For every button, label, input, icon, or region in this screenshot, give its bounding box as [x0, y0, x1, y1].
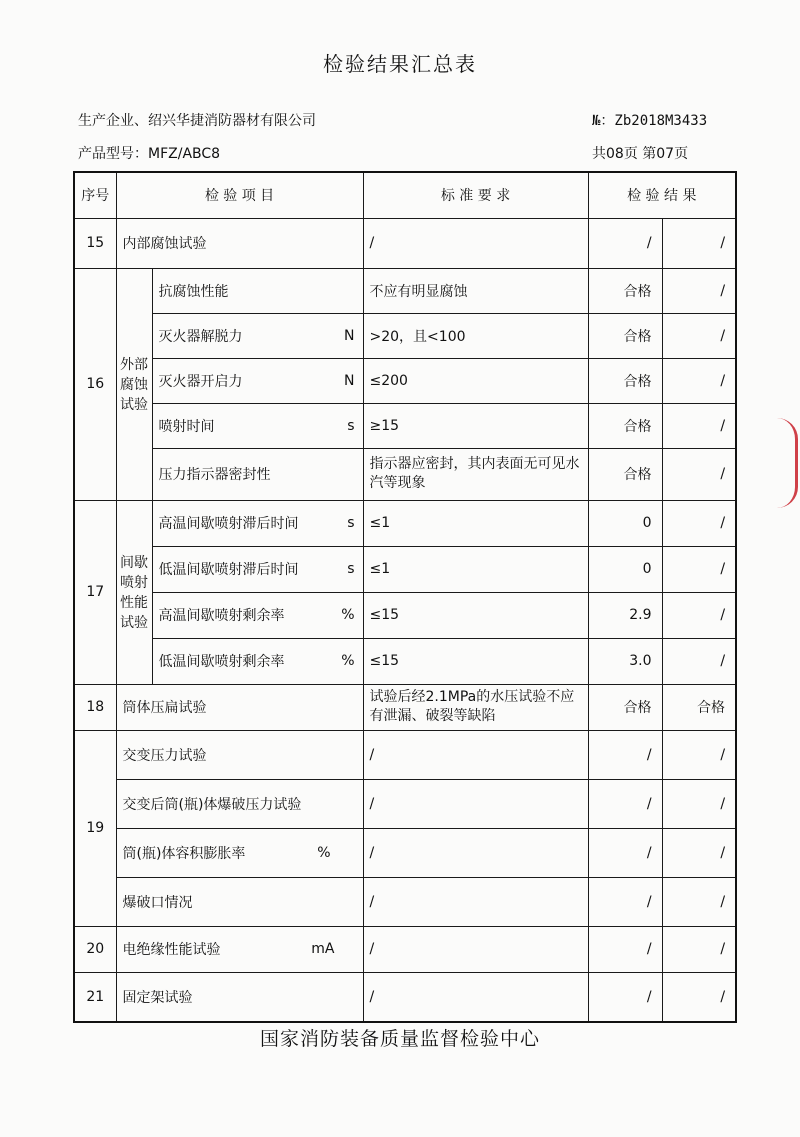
test-group: 外部腐蚀试验	[116, 268, 152, 500]
row-number: 19	[74, 730, 116, 926]
result-2: /	[662, 926, 736, 972]
row-number: 15	[74, 218, 116, 268]
test-item: 内部腐蚀试验	[116, 218, 363, 268]
unit: N	[344, 372, 355, 389]
unit: %	[341, 607, 355, 623]
row-number: 18	[74, 684, 116, 730]
table-row	[74, 448, 736, 500]
unit: s	[347, 417, 355, 434]
test-item: 抗腐蚀性能	[152, 268, 363, 313]
result-1: /	[588, 828, 662, 877]
table-row	[74, 926, 736, 972]
table-row	[74, 779, 736, 828]
requirement: >20，且<100	[363, 313, 588, 358]
header-row	[74, 172, 736, 218]
result-2: /	[662, 828, 736, 877]
requirement: 试验后经2.1MPa的水压试验不应有泄漏、破裂等缺陷	[363, 684, 588, 730]
test-item: 喷射时间	[158, 418, 215, 435]
test-group: 间歇喷射性能试验	[116, 500, 152, 684]
requirement: ≤15	[363, 638, 588, 684]
header-no: 序号	[74, 172, 116, 218]
result-2: /	[662, 638, 736, 684]
report-number: №：Zb2018M3433	[592, 113, 708, 129]
test-item: 灭火器解脱力	[158, 328, 243, 345]
requirement: /	[363, 779, 588, 828]
result-2: /	[662, 592, 736, 638]
result-1: 0	[588, 500, 662, 546]
table-row	[74, 684, 736, 730]
requirement: 不应有明显腐蚀	[363, 268, 588, 313]
row-number: 16	[74, 268, 116, 500]
test-item: 低温间歇喷射滞后时间	[158, 562, 299, 578]
result-2: 合格	[662, 684, 736, 730]
table-row	[74, 877, 736, 926]
unit: s	[347, 515, 355, 531]
table-row	[74, 592, 736, 638]
table-row	[74, 403, 736, 448]
row-number: 20	[74, 926, 116, 972]
red-stamp-edge	[777, 418, 798, 508]
result-1: 合格	[588, 358, 662, 403]
header-item: 检 验 项 目	[116, 172, 363, 218]
unit: mA	[311, 941, 335, 957]
enterprise-label: 生产企业、绍兴华捷消防器材有限公司	[78, 113, 316, 129]
test-item: 高温间歇喷射滞后时间	[158, 516, 299, 532]
table-row	[74, 500, 736, 546]
result-2: /	[662, 877, 736, 926]
document-title: 检验结果汇总表	[323, 52, 477, 76]
result-1: 0	[588, 546, 662, 592]
test-item: 灭火器开启力	[158, 373, 243, 390]
results-table	[73, 171, 737, 1023]
result-2: /	[662, 500, 736, 546]
table-row	[74, 546, 736, 592]
header-requirement: 标 准 要 求	[363, 172, 588, 218]
result-2: /	[662, 730, 736, 779]
test-item: 固定架试验	[116, 972, 363, 1022]
test-item: 交变压力试验	[116, 730, 363, 779]
result-2: /	[662, 218, 736, 268]
unit: %	[317, 844, 331, 861]
test-item: 交变后筒(瓶)体爆破压力试验	[116, 779, 363, 828]
test-item: 电绝缘性能试验	[122, 942, 221, 958]
result-2: /	[662, 448, 736, 500]
test-item: 低温间歇喷射剩余率	[158, 654, 285, 670]
result-2: /	[662, 403, 736, 448]
requirement: /	[363, 218, 588, 268]
requirement: /	[363, 730, 588, 779]
test-item: 爆破口情况	[116, 877, 363, 926]
row-number: 21	[74, 972, 116, 1022]
unit: %	[341, 653, 355, 669]
result-1: 3.0	[588, 638, 662, 684]
result-2: /	[662, 779, 736, 828]
requirement: ≤1	[363, 546, 588, 592]
requirement: ≤1	[363, 500, 588, 546]
unit: N	[344, 327, 355, 344]
result-1: 合格	[588, 313, 662, 358]
header-result: 检 验 结 果	[588, 172, 736, 218]
requirement: 指示器应密封，其内表面无可见水汽等现象	[363, 448, 588, 500]
result-1: 2.9	[588, 592, 662, 638]
test-item: 筒(瓶)体容积膨胀率	[122, 845, 246, 862]
result-1: /	[588, 730, 662, 779]
result-1: /	[588, 926, 662, 972]
result-1: 合格	[588, 684, 662, 730]
result-2: /	[662, 313, 736, 358]
requirement: /	[363, 828, 588, 877]
product-model: 产品型号：MFZ/ABC8	[78, 146, 221, 162]
row-number: 17	[74, 500, 116, 684]
result-1: /	[588, 972, 662, 1022]
page-count: 共08页 第07页	[592, 146, 689, 162]
result-1: 合格	[588, 448, 662, 500]
unit: s	[347, 561, 355, 577]
table-row	[74, 638, 736, 684]
result-1: 合格	[588, 403, 662, 448]
result-1: 合格	[588, 268, 662, 313]
result-1: /	[588, 218, 662, 268]
result-2: /	[662, 358, 736, 403]
table-row	[74, 972, 736, 1022]
table-row	[74, 313, 736, 358]
requirement: ≤15	[363, 592, 588, 638]
requirement: ≤200	[363, 358, 588, 403]
test-item: 筒体压扁试验	[116, 684, 363, 730]
test-item: 压力指示器密封性	[152, 448, 363, 500]
requirement: /	[363, 926, 588, 972]
table-row	[74, 218, 736, 268]
requirement: ≥15	[363, 403, 588, 448]
result-2: /	[662, 546, 736, 592]
requirement: /	[363, 877, 588, 926]
table-row	[74, 730, 736, 779]
table-row	[74, 828, 736, 877]
result-1: /	[588, 877, 662, 926]
result-2: /	[662, 268, 736, 313]
test-item: 高温间歇喷射剩余率	[158, 608, 285, 624]
issuer-name: 国家消防装备质量监督检验中心	[259, 1028, 540, 1050]
result-2: /	[662, 972, 736, 1022]
result-1: /	[588, 779, 662, 828]
table-row	[74, 358, 736, 403]
table-row	[74, 268, 736, 313]
requirement: /	[363, 972, 588, 1022]
